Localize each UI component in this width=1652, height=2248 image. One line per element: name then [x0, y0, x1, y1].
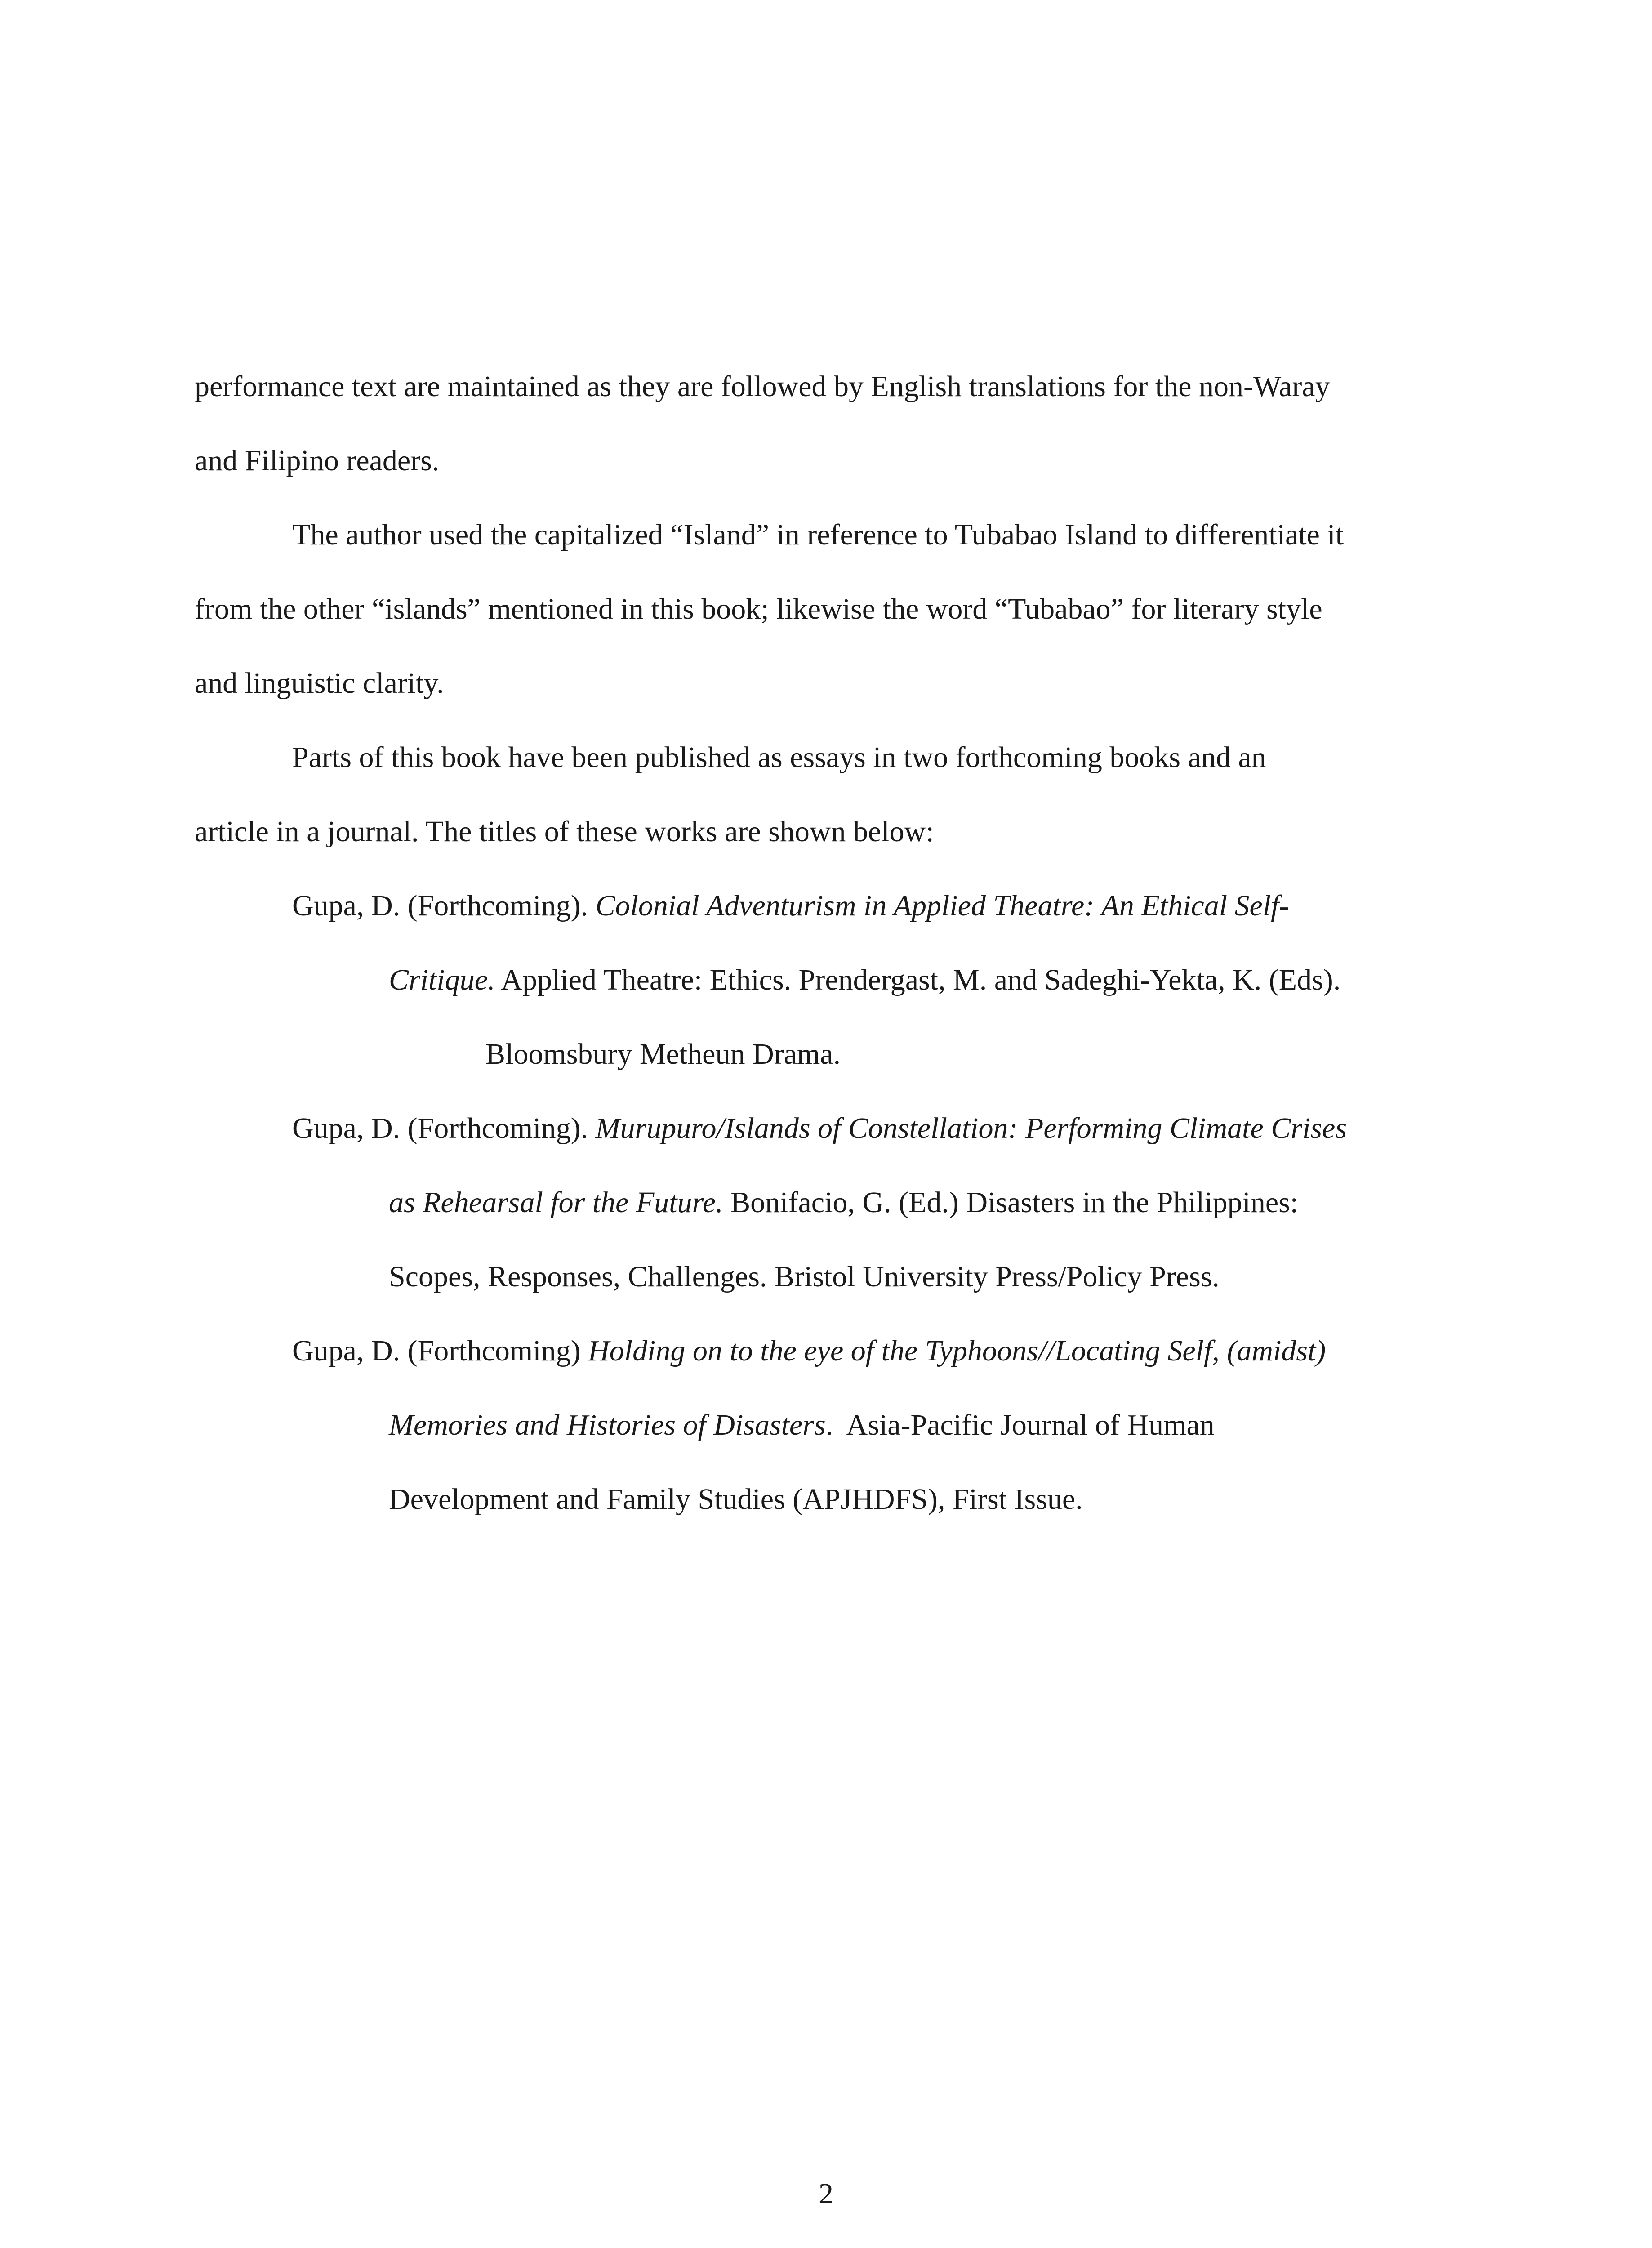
reference-title: Colonial Adventurism in Applied Theatre: An Ethical Self-	[595, 889, 1289, 922]
reference-title: Murupuro/Islands of Constellation: Performing Climate Crises	[595, 1112, 1347, 1145]
paragraph-2-line-1: The author used the capitalized “Island” in reference to Tubabao Island to differentiate it	[292, 518, 1344, 551]
reference-author: Gupa, D. (Forthcoming).	[292, 889, 596, 922]
paragraph-2-line-2: from the other “islands” mentioned in this book; likewise the word “Tubabao” for literary style	[195, 593, 1322, 625]
page-number: 2	[819, 2177, 833, 2210]
reference-3-line-3: Development and Family Studies (APJHDFS), First Issue.	[389, 1483, 1083, 1516]
reference-3-line-1	[292, 1333, 1326, 1369]
reference-1-line-1	[292, 888, 1289, 924]
reference-source: Bonifacio, G. (Ed.) Disasters in the Philippines:	[723, 1186, 1299, 1219]
reference-title: Holding on to the eye of the Typhoons//Locating Self, (amidst)	[588, 1334, 1326, 1367]
reference-author: Gupa, D. (Forthcoming).	[292, 1112, 596, 1145]
reference-2-line-2	[389, 1185, 1298, 1221]
reference-title: Memories and Histories of Disasters	[389, 1409, 826, 1441]
paragraph-1-line-2: and Filipino readers.	[195, 444, 440, 477]
reference-title: Critique.	[389, 963, 495, 996]
reference-3-line-2	[389, 1407, 1215, 1443]
reference-author: Gupa, D. (Forthcoming)	[292, 1334, 588, 1367]
paragraph-3-line-1: Parts of this book have been published as essays in two forthcoming books and an	[292, 741, 1266, 774]
reference-source: . Asia-Pacific Journal of Human	[825, 1409, 1215, 1441]
reference-source: Applied Theatre: Ethics. Prendergast, M. and Sadeghi-Yekta, K. (Eds).	[495, 963, 1341, 996]
paragraph-1-line-1: performance text are maintained as they are followed by English translations for the non-Waray	[195, 370, 1330, 403]
reference-title: as Rehearsal for the Future.	[389, 1186, 723, 1219]
reference-2-line-3: Scopes, Responses, Challenges. Bristol University Press/Policy Press.	[389, 1260, 1220, 1293]
reference-1-line-2	[389, 962, 1340, 998]
reference-1-line-3: Bloomsbury Metheun Drama.	[485, 1038, 841, 1070]
reference-2-line-1	[292, 1111, 1347, 1146]
paragraph-2-line-3: and linguistic clarity.	[195, 667, 444, 700]
paragraph-3-line-2: article in a journal. The titles of these works are shown below:	[195, 815, 934, 848]
